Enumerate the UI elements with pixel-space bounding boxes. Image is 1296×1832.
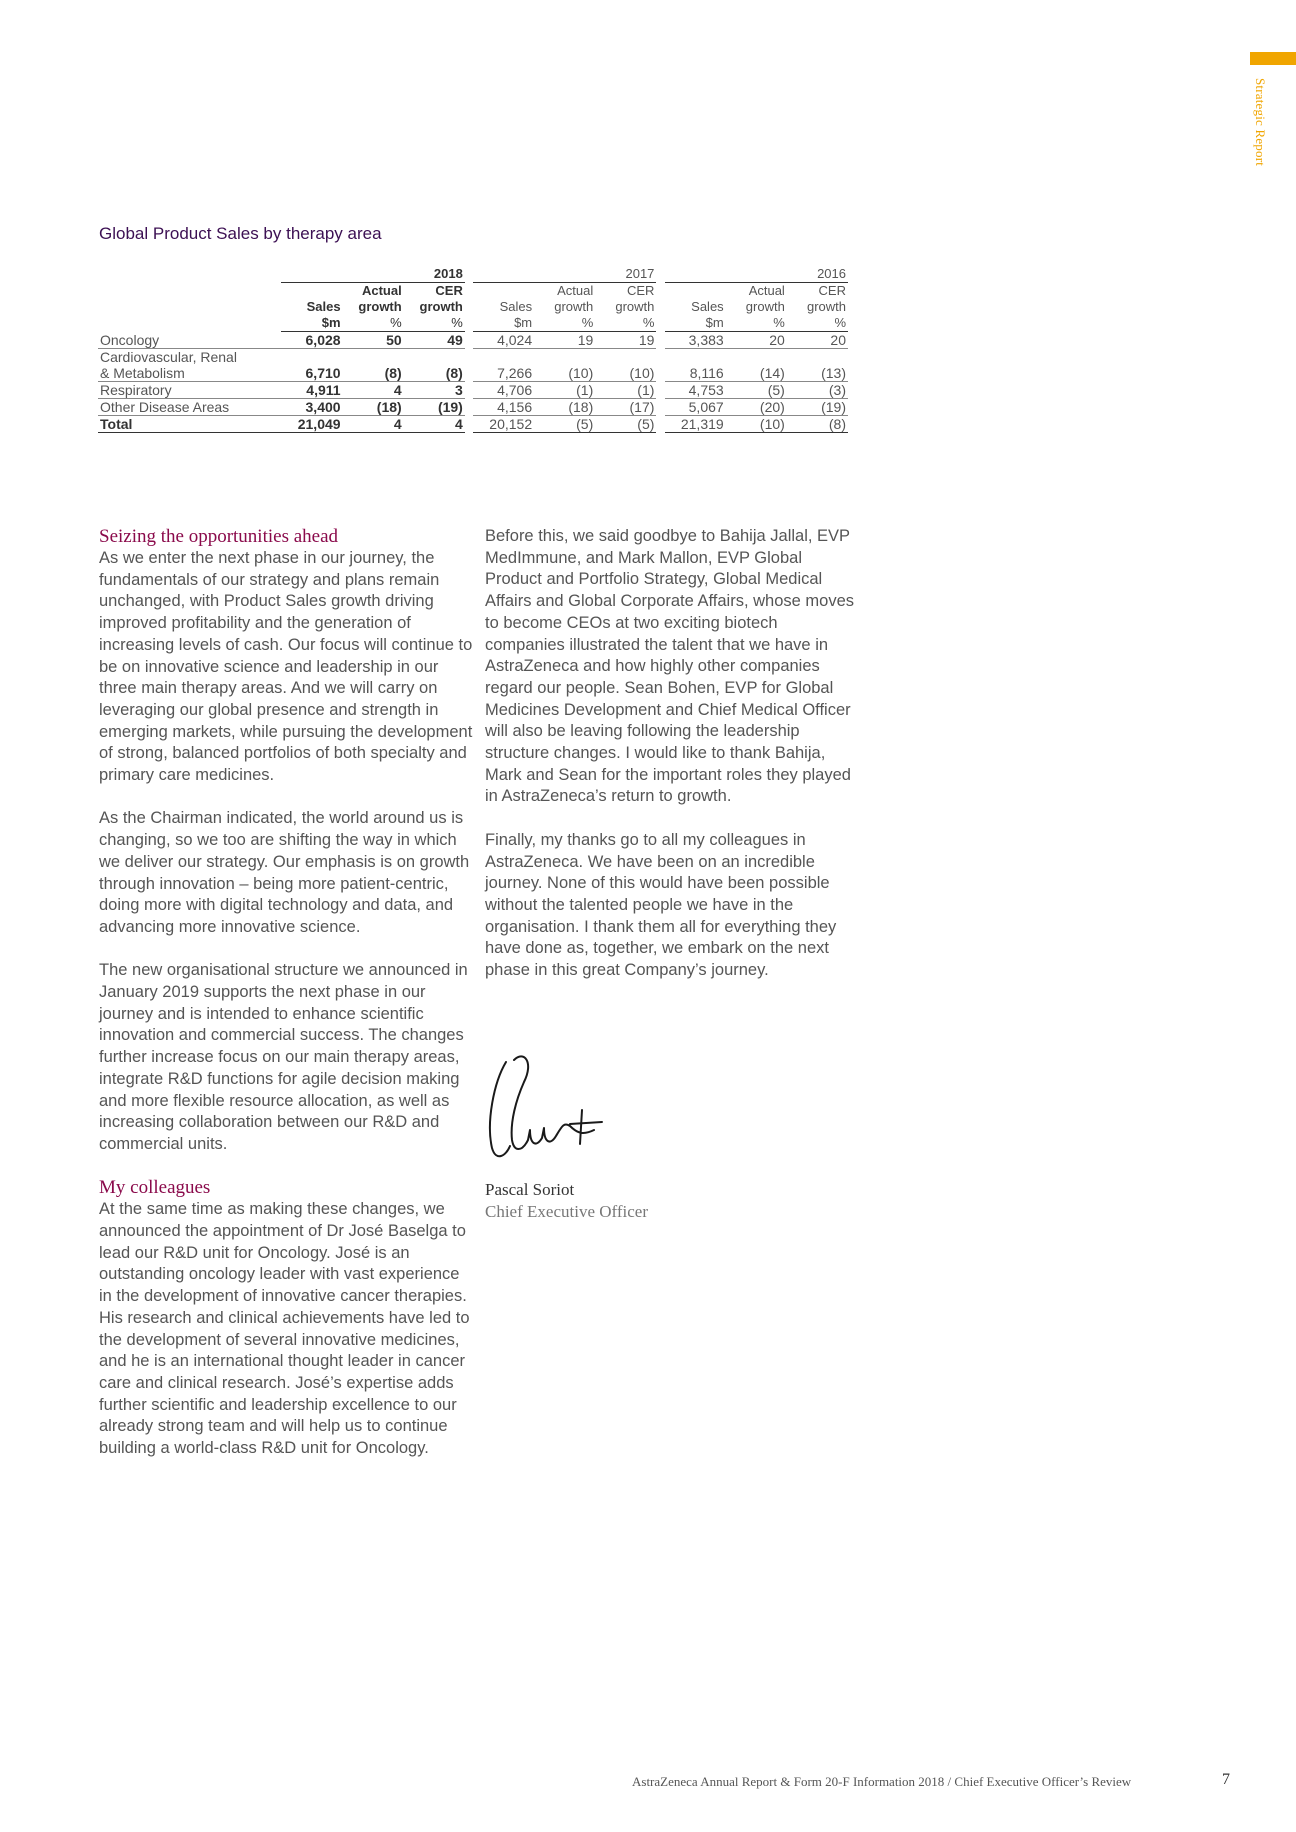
- column-header-sales: Sales $m: [665, 283, 726, 332]
- column-header-actual-growth: Actual growth %: [726, 283, 787, 332]
- table-cell: 4: [404, 416, 465, 433]
- sales-table: [98, 266, 848, 433]
- column-header-sales: Sales $m: [281, 283, 342, 332]
- paragraph: The new organisational structure we announced in January 2019 supports the next phase in our journey and is intended to enhance scientific innovation and commercial success. The changes further increase focus on our main therapy areas, integrate R&D functions for agile decision making and more flexible resource allocation, as well as increasing collaboration between our R&D and commercial units.: [99, 961, 468, 1153]
- table-cell: (19): [404, 399, 465, 416]
- table-cell: 19: [595, 332, 656, 349]
- table-cell: 20,152: [473, 416, 534, 433]
- table-cell: (8): [787, 416, 848, 433]
- table-cell: (1): [595, 382, 656, 399]
- table-cell: 5,067: [665, 399, 726, 416]
- table-cell: 3,400: [281, 399, 342, 416]
- left-text-column: [99, 526, 474, 1481]
- table-row: [98, 349, 848, 382]
- table-cell: 19: [534, 332, 595, 349]
- table-cell: (8): [404, 349, 465, 382]
- table-cell: 4,753: [665, 382, 726, 399]
- year-header: 2016: [665, 266, 848, 283]
- paragraph: Before this, we said goodbye to Bahija Jallal, EVP MedImmune, and Mark Mallon, EVP Global Product and Portfolio Strategy, Global Medical Affairs and Global Corporate Affairs, whose moves to become CEOs at two exciting biotech companies illustrated the talent that we have in AstraZeneca and how highly other companies regard our people. Sean Bohen, EVP for Global Medicines Development and Chief Medical Officer will also be leaving following the leadership structure changes. I would like to thank Bahija, Mark and Sean for the important roles they played in AstraZeneca’s return to growth.: [485, 527, 854, 806]
- table-cell: (1): [534, 382, 595, 399]
- table-cell: 4: [343, 416, 404, 433]
- table-cell: 4,024: [473, 332, 534, 349]
- year-header: 2017: [473, 266, 656, 283]
- table-row: [98, 399, 848, 416]
- column-header-actual-growth: Actual growth %: [343, 283, 404, 332]
- year-header: 2018: [281, 266, 464, 283]
- table-cell: 20: [726, 332, 787, 349]
- table-cell: 50: [343, 332, 404, 349]
- table-cell: (20): [726, 399, 787, 416]
- column-header-actual-growth: Actual growth %: [534, 283, 595, 332]
- section-tab-marker: [1250, 52, 1296, 65]
- section-heading-colleagues: My colleagues: [99, 1177, 211, 1199]
- row-label: Total: [98, 416, 281, 433]
- table-cell: 4: [343, 382, 404, 399]
- table-cell: 6,710: [281, 349, 342, 382]
- table-cell: (10): [726, 416, 787, 433]
- table-cell: (8): [343, 349, 404, 382]
- table-cell: (3): [787, 382, 848, 399]
- row-label: Respiratory: [98, 382, 281, 399]
- table-row: [98, 382, 848, 399]
- table-cell: 49: [404, 332, 465, 349]
- page-number: 7: [1222, 1771, 1230, 1788]
- table-cell: 8,116: [665, 349, 726, 382]
- signatory-title: Chief Executive Officer: [485, 1202, 649, 1221]
- table-cell: 4,156: [473, 399, 534, 416]
- column-header-cer-growth: CER growth %: [787, 283, 848, 332]
- section-heading-opportunities: Seizing the opportunities ahead: [99, 526, 339, 547]
- column-header-cer-growth: CER growth %: [595, 283, 656, 332]
- table-cell: 4,706: [473, 382, 534, 399]
- paragraph: As we enter the next phase in our journey, the fundamentals of our strategy and plans remain unchanged, with Product Sales growth driving improved profitability and the generation of increasing levels of cash. Our focus will continue to be on innovative science and leadership in our three main therapy areas. And we will carry on leveraging our global presence and strength in emerging markets, while pursuing the development of strong, balanced portfolios of both specialty and primary care medicines.: [99, 549, 473, 785]
- table-cell: (17): [595, 399, 656, 416]
- signatory-name: Pascal Soriot: [485, 1180, 575, 1199]
- table-cell: (10): [534, 349, 595, 382]
- table-cell: 21,049: [281, 416, 342, 433]
- table-cell: 7,266: [473, 349, 534, 382]
- table-cell: (13): [787, 349, 848, 382]
- table-title: Global Product Sales by therapy area: [99, 224, 382, 243]
- table-cell: (14): [726, 349, 787, 382]
- table-cell: (19): [787, 399, 848, 416]
- table-cell: (5): [595, 416, 656, 433]
- row-label: Cardiovascular, Renal & Metabolism: [98, 349, 281, 382]
- signature-image: [484, 1052, 614, 1170]
- table-cell: 21,319: [665, 416, 726, 433]
- table-body: [98, 332, 848, 433]
- table-row: [98, 332, 848, 349]
- table-cell: 4,911: [281, 382, 342, 399]
- table-cell: (18): [343, 399, 404, 416]
- table-cell: (5): [726, 382, 787, 399]
- footer-text: AstraZeneca Annual Report & Form 20-F Information 2018 / Chief Executive Officer’s Review: [632, 1774, 1132, 1789]
- row-label: Oncology: [98, 332, 281, 349]
- table-cell: (5): [534, 416, 595, 433]
- row-label: Other Disease Areas: [98, 399, 281, 416]
- table-cell: (10): [595, 349, 656, 382]
- right-text-column: [485, 526, 860, 1003]
- table-total-row: [98, 416, 848, 433]
- column-header-sales: Sales $m: [473, 283, 534, 332]
- table-cell: (18): [534, 399, 595, 416]
- table-cell: 6,028: [281, 332, 342, 349]
- paragraph: Finally, my thanks go to all my colleagues in AstraZeneca. We have been on an incredible journey. None of this would have been possible without the talented people we have in the organisation. I thank them all for everything they have done as, together, we embark on the next phase in this great Company’s journey.: [485, 830, 837, 980]
- table-cell: 20: [787, 332, 848, 349]
- table-cell: 3: [404, 382, 465, 399]
- table-cell: 3,383: [665, 332, 726, 349]
- paragraph: As the Chairman indicated, the world around us is changing, so we too are shifting the way in which we deliver our strategy. Our emphasis is on growth through innovation – being more patient-centric, doing more with digital technology and data, and advancing more innovative science.: [99, 809, 470, 936]
- column-header-cer-growth: CER growth %: [404, 283, 465, 332]
- paragraph: At the same time as making these changes, we announced the appointment of Dr José Baselga to lead our R&D unit for Oncology. José is an outstanding oncology leader with vast experience in the development of innovative cancer therapies. His research and clinical achievements have led to the development of several innovative medicines, and he is an international thought leader in cancer care and clinical research. José’s expertise adds further scientific and leadership excellence to our already strong team and will help us to continue building a world-class R&D unit for Oncology.: [99, 1200, 470, 1458]
- section-label: Strategic Report: [1253, 78, 1268, 167]
